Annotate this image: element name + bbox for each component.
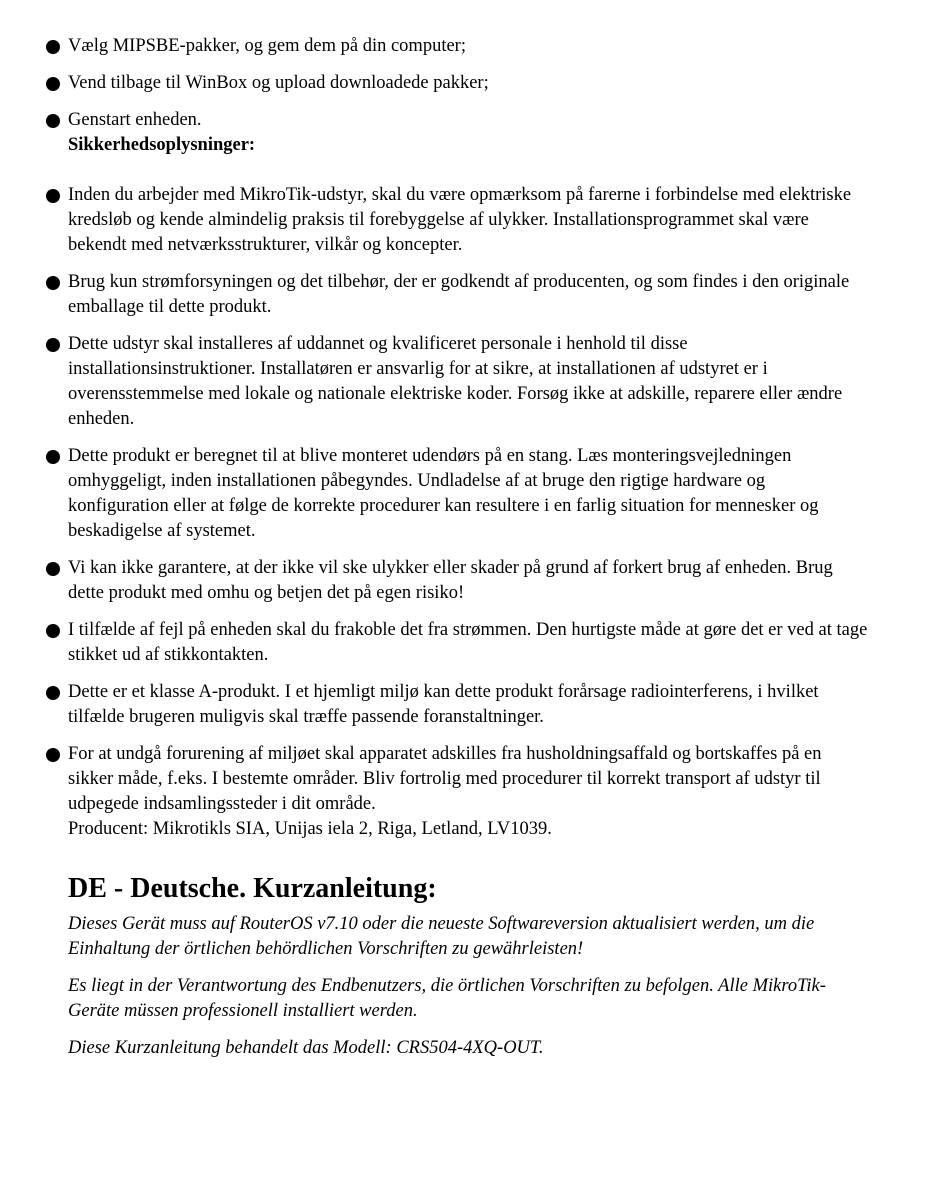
instruction-list	[0, 34, 950, 854]
bullet-icon	[46, 686, 60, 700]
section-paragraph: Dieses Gerät muss auf RouterOS v7.10 oder die neueste Softwareversion aktualisiert werden, um die Einhaltung der örtlichen behördlichen Vorschriften zu gewährleisten!	[68, 914, 815, 959]
section-paragraph: Es liegt in der Verantwortung des Endbenutzers, die örtlichen Vorschriften zu befolgen. Alle MikroTik-Geräte müssen professionell installiert werden.	[68, 976, 826, 1021]
list-item-text: Vend tilbage til WinBox og upload downloadede pakker;	[68, 73, 489, 93]
bullet-icon	[46, 276, 60, 290]
bullet-icon	[46, 40, 60, 54]
safety-section-heading: Sikkerhedsoplysninger:	[68, 135, 256, 155]
bullet-icon	[46, 562, 60, 576]
section-paragraph: Diese Kurzanleitung behandelt das Modell: CRS504-4XQ-OUT.	[68, 1038, 544, 1058]
manufacturer-info: Producent: Mikrotikls SIA, Unijas iela 2, Riga, Letland, LV1039.	[68, 819, 552, 839]
bullet-icon	[46, 189, 60, 203]
list-item-text: Genstart enheden.	[68, 110, 202, 130]
safety-item	[0, 444, 868, 544]
safety-item	[0, 742, 868, 842]
list-item-step-upload-packages	[0, 71, 868, 96]
german-section	[68, 870, 868, 1073]
safety-item-text: Dette udstyr skal installeres af uddannet og kvalificeret personale i henhold til disse installationsinstruktioner. Installatøren er ansvarlig for at sikre, at installationen af udstyret er i overensstemmelse med lokale og nationale elektriske koder. Forsøg ikke at adskille, reparere eller ændre enheden.	[68, 334, 843, 429]
safety-item	[0, 680, 868, 730]
bullet-icon	[46, 338, 60, 352]
safety-item-text: Dette er et klasse A-produkt. I et hjemligt miljø kan dette produkt forårsage radiointerferens, i hvilket tilfælde brugeren muligvis skal træffe passende foranstaltninger.	[68, 682, 819, 727]
safety-item-text: Vi kan ikke garantere, at der ikke vil ske ulykker eller skader på grund af forkert brug af enheden. Brug dette produkt med omhu og betjen det på egen risiko!	[68, 558, 833, 603]
list-item-step-restart	[0, 108, 868, 158]
list-item-text: Vælg MIPSBE-pakker, og gem dem på din computer;	[68, 36, 466, 56]
safety-item	[0, 332, 868, 432]
bullet-icon	[46, 114, 60, 128]
bullet-icon	[46, 450, 60, 464]
bullet-icon	[46, 748, 60, 762]
section-heading: DE - Deutsche. Kurzanleitung:	[68, 873, 437, 904]
safety-item	[0, 618, 868, 668]
safety-item-text: Inden du arbejder med MikroTik-udstyr, skal du være opmærksom på farerne i forbindelse med elektriske kredsløb og kende almindelig praksis til forebyggelse af ulykker. Installationsprogrammet skal være bekendt med netværksstrukturer, vilkår og koncepter.	[68, 185, 852, 255]
bullet-icon	[46, 77, 60, 91]
safety-item-text: Dette produkt er beregnet til at blive monteret udendørs på en stang. Læs monteringsvejledningen omhyggeligt, inden installationen påbegyndes. Undladelse af at bruge den rigtige hardware og konfiguration eller at følge de korrekte procedurer kan resultere i en farlig situation for mennesker og beskadigelse af systemet.	[68, 446, 819, 541]
safety-item-text: Brug kun strømforsyningen og det tilbehør, der er godkendt af producenten, og som findes i den originale emballage til dette produkt.	[68, 272, 850, 317]
list-item-step-select-packages	[0, 34, 868, 59]
safety-item	[0, 270, 868, 320]
safety-item-text: I tilfælde af fejl på enheden skal du frakoble det fra strømmen. Den hurtigste måde at gøre det er ved at tage stikket ud af stikkontakten.	[68, 620, 868, 665]
safety-item	[0, 556, 868, 606]
safety-item	[0, 183, 868, 258]
bullet-icon	[46, 624, 60, 638]
safety-item-text: For at undgå forurening af miljøet skal apparatet adskilles fra husholdningsaffald og bortskaffes på en sikker måde, f.eks. I bestemte områder. Bliv fortrolig med procedurer til korrekt transport af udstyr til udpegede indsamlingssteder i dit område.	[68, 744, 822, 814]
